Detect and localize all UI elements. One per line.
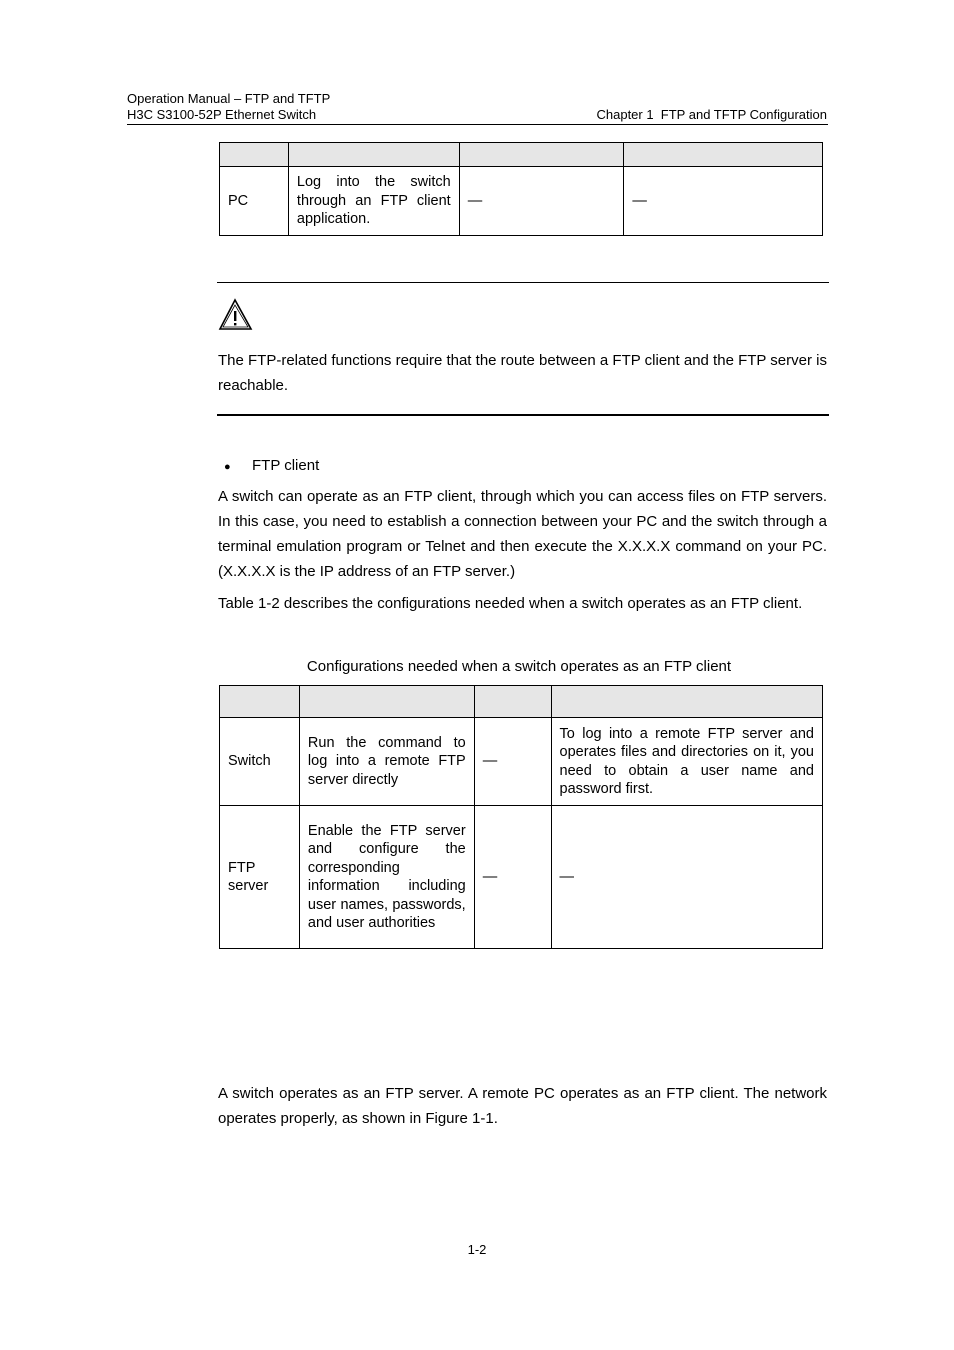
- caution-text: The FTP-related functions require that the route between a FTP client and the FTP server is reachable.: [218, 352, 827, 394]
- cell-device: Switch: [220, 718, 300, 806]
- chapter-title: Chapter 1 FTP and TFTP Configuration: [596, 107, 827, 122]
- cell-description: —: [624, 167, 823, 236]
- cell-description: —: [551, 806, 822, 949]
- page-number: 1-2: [467, 1242, 487, 1257]
- caution-top-rule: [217, 282, 829, 283]
- table-row: [220, 718, 823, 806]
- bullet-icon: ●: [224, 461, 231, 473]
- product-name: H3C S3100-52P Ethernet Switch: [127, 107, 317, 122]
- table-row: [220, 167, 823, 236]
- cell-config: Run the command to log into a remote FTP server directly: [299, 718, 474, 806]
- table-row: [220, 806, 823, 949]
- cell-config: Enable the FTP server and configure the corresponding information including user names, passwords, and user authorities: [299, 806, 474, 949]
- ftp-client-paragraph: A switch can operate as an FTP client, through which you can access files on FTP servers. In this case, you need to establish a connection between your PC and the switch through a terminal emulation program or Telnet and then execute the X.X.X.X command on your PC. (X.X.X.X is the IP address of an FTP server.): [218, 488, 827, 580]
- warning-icon: [218, 298, 254, 331]
- cell-default: —: [474, 806, 551, 949]
- cell-device: PC: [220, 167, 289, 236]
- table-ftp-client-config: [219, 685, 823, 949]
- cell-default: —: [459, 167, 624, 236]
- header-rule: [127, 124, 828, 125]
- manual-title: Operation Manual – FTP and TFTP: [127, 91, 331, 106]
- cell-description: To log into a remote FTP server and operates files and directories on it, you need to obtain a user name and password first.: [551, 718, 822, 806]
- table-header-row: [220, 686, 823, 718]
- caution-bottom-rule: [217, 414, 829, 416]
- cell-default: —: [474, 718, 551, 806]
- table-header-row: [220, 143, 823, 167]
- section-ftp-client: FTP client: [252, 457, 320, 474]
- network-paragraph: A switch operates as an FTP server. A remote PC operates as an FTP client. The network operates properly, as shown in Figure 1-1.: [218, 1085, 827, 1127]
- header-left: [127, 91, 330, 123]
- cell-config: Log into the switch through an FTP client application.: [288, 167, 459, 236]
- table-caption: Configurations needed when a switch operates as an FTP client: [306, 658, 732, 675]
- table-pc-config: [219, 142, 823, 236]
- table-reference-paragraph: Table 1-2 describes the configurations needed when a switch operates as an FTP client.: [218, 595, 803, 612]
- cell-device: FTP server: [220, 806, 300, 949]
